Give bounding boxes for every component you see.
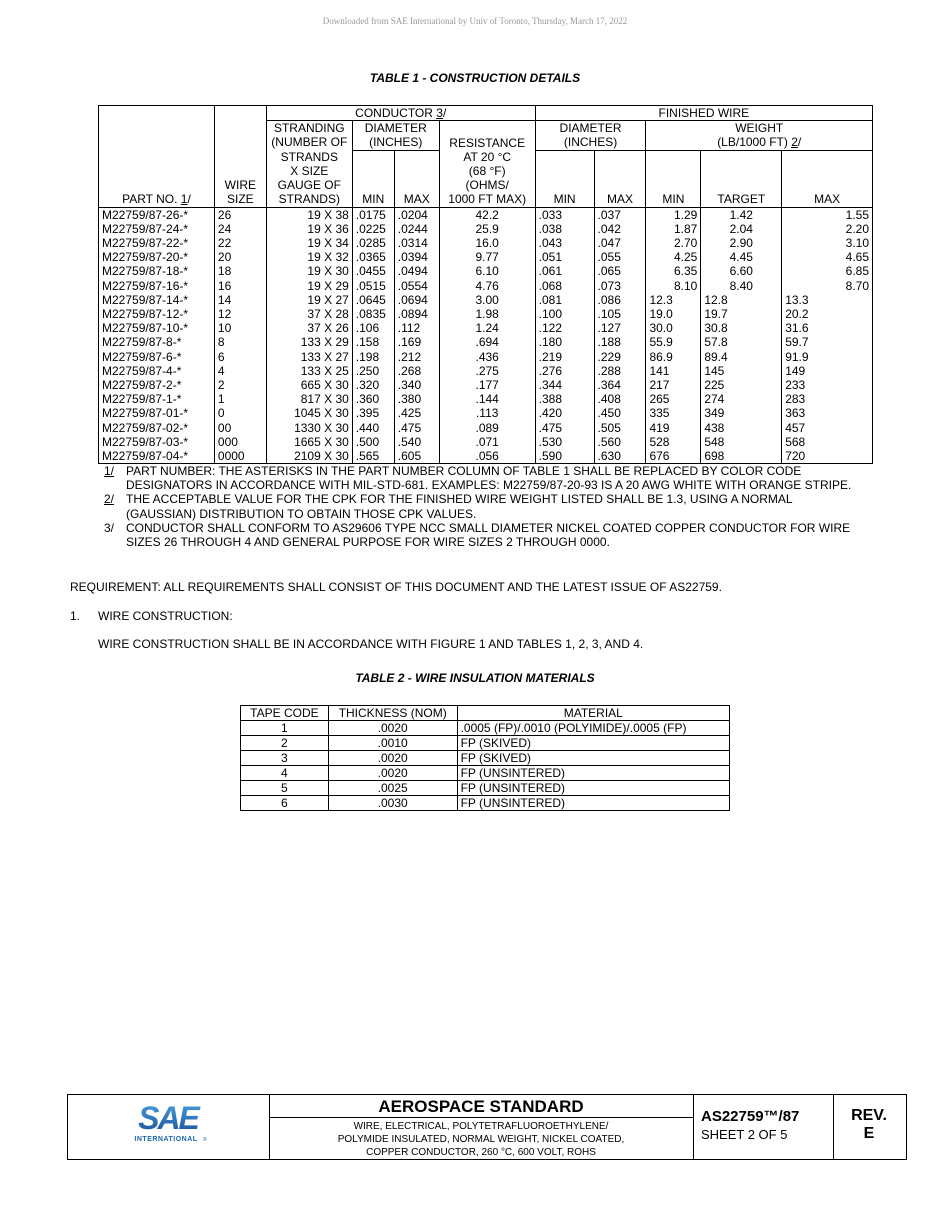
header-cond-max: MAX <box>394 150 439 207</box>
table-cell: 438 <box>701 421 782 435</box>
table-cell: M22759/87-12-* <box>99 307 215 321</box>
table-cell: M22759/87-20-* <box>99 250 215 264</box>
header-thickness: THICKNESS (NOM) <box>328 706 457 721</box>
table-cell: .395 <box>352 406 394 420</box>
table-cell: 19 X 38 <box>266 207 352 222</box>
header-resistance: RESISTANCE AT 20 °C (68 °F) (OHMS/ 1000 FT MAX) <box>439 121 535 207</box>
table-cell: M22759/87-01-* <box>99 406 215 420</box>
table-cell: 22 <box>214 236 266 250</box>
table-row <box>99 449 873 464</box>
table-row <box>99 207 873 222</box>
table-cell: 12 <box>214 307 266 321</box>
table-cell: 19.7 <box>701 307 782 321</box>
table-cell: 19 X 29 <box>266 279 352 293</box>
header-weight-min: MIN <box>646 150 701 207</box>
table-cell: .425 <box>394 406 439 420</box>
table-row <box>99 378 873 392</box>
table-cell: 1.29 <box>646 207 701 222</box>
table-cell: 419 <box>646 421 701 435</box>
table-row <box>99 236 873 250</box>
table-cell: .694 <box>439 335 535 349</box>
table-cell: .177 <box>439 378 535 392</box>
table-cell: M22759/87-8-* <box>99 335 215 349</box>
table-cell: 283 <box>782 392 873 406</box>
table-cell: 8.10 <box>646 279 701 293</box>
standard-title: AEROSPACE STANDARD <box>269 1095 693 1118</box>
table-cell: .158 <box>352 335 394 349</box>
table-cell: 16.0 <box>439 236 535 250</box>
table-cell: 19 X 36 <box>266 222 352 236</box>
table-cell: 145 <box>701 364 782 378</box>
requirement-text: REQUIREMENT: ALL REQUIREMENTS SHALL CONSIST OF THIS DOCUMENT AND THE LATEST ISSUE OF AS22759. <box>70 580 722 594</box>
table-cell: .500 <box>352 435 394 449</box>
table-cell: .408 <box>594 392 646 406</box>
standard-subtitle <box>269 1118 693 1159</box>
header-finished-wire: FINISHED WIRE <box>535 106 872 121</box>
table-cell: 19.0 <box>646 307 701 321</box>
table-cell: 19 X 27 <box>266 293 352 307</box>
table-cell: 91.9 <box>782 350 873 364</box>
table-cell: .0515 <box>352 279 394 293</box>
table-cell: M22759/87-2-* <box>99 378 215 392</box>
table-cell: 217 <box>646 378 701 392</box>
section-1-number: 1. <box>70 609 81 623</box>
table-cell: 86.9 <box>646 350 701 364</box>
table-cell: .047 <box>594 236 646 250</box>
table-cell: M22759/87-10-* <box>99 321 215 335</box>
table-cell: .565 <box>352 449 394 464</box>
table-cell: 2 <box>241 736 329 751</box>
note-2-text: THE ACCEPTABLE VALUE FOR THE CPK FOR THE FINISHED WIRE WEIGHT LISTED SHALL BE 1.3, USING A NORMAL (GAUSSIAN) DISTRIBUTION TO OBTAIN THOSE CPK VALUES. <box>126 492 793 521</box>
table-cell: 1.42 <box>701 207 782 222</box>
table-cell: 00 <box>214 421 266 435</box>
table-cell: .450 <box>594 406 646 420</box>
table-cell: .0020 <box>328 766 457 781</box>
construction-details-table <box>98 105 873 464</box>
table-cell: 817 X 30 <box>266 392 352 406</box>
table-cell: .144 <box>439 392 535 406</box>
table-cell: M22759/87-04-* <box>99 449 215 464</box>
table-row <box>99 392 873 406</box>
table-cell: FP (SKIVED) <box>457 736 729 751</box>
table-cell: .100 <box>535 307 594 321</box>
note-2 <box>104 492 864 520</box>
table-cell: .590 <box>535 449 594 464</box>
title-block <box>67 1094 907 1160</box>
table-cell: 1 <box>214 392 266 406</box>
table-cell: .198 <box>352 350 394 364</box>
table-cell: 363 <box>782 406 873 420</box>
table-cell: .073 <box>594 279 646 293</box>
table-cell: 349 <box>701 406 782 420</box>
table-cell: M22759/87-18-* <box>99 264 215 278</box>
table-cell: 4.45 <box>701 250 782 264</box>
table-cell: .0645 <box>352 293 394 307</box>
table-cell: M22759/87-02-* <box>99 421 215 435</box>
table1-notes <box>104 464 864 549</box>
table-cell: M22759/87-4-* <box>99 364 215 378</box>
table-cell: 12.3 <box>646 293 701 307</box>
table-row <box>99 307 873 321</box>
table-cell: 1045 X 30 <box>266 406 352 420</box>
header-wire-size: WIRE SIZE <box>214 106 266 208</box>
table-cell: 568 <box>782 435 873 449</box>
table-cell: 8 <box>214 335 266 349</box>
table-cell: 4 <box>241 766 329 781</box>
table-cell: .068 <box>535 279 594 293</box>
header-conductor: CONDUCTOR 3/ <box>266 106 535 121</box>
table-cell: 19 X 34 <box>266 236 352 250</box>
table-cell: 528 <box>646 435 701 449</box>
table-cell: FP (SKIVED) <box>457 751 729 766</box>
table-cell: 141 <box>646 364 701 378</box>
table-cell: .0285 <box>352 236 394 250</box>
table1-title: TABLE 1 - CONSTRUCTION DETAILS <box>369 71 581 85</box>
table-cell: .037 <box>594 207 646 222</box>
table-cell: .127 <box>594 321 646 335</box>
table-cell: 2.04 <box>701 222 782 236</box>
table-cell: .320 <box>352 378 394 392</box>
table-cell: 37 X 28 <box>266 307 352 321</box>
table-cell: 1.87 <box>646 222 701 236</box>
table-cell: 3 <box>241 751 329 766</box>
table-cell: 30.8 <box>701 321 782 335</box>
header-conductor-diameter: DIAMETER (INCHES) <box>352 121 439 150</box>
header-part-no: PART NO. 1/ <box>99 106 215 208</box>
table-row <box>99 435 873 449</box>
table-cell: .188 <box>594 335 646 349</box>
table-cell: 548 <box>701 435 782 449</box>
subtitle-line-3: COPPER CONDUCTOR, 260 °C, 600 VOLT, ROHS <box>366 1147 596 1158</box>
table-cell: .0020 <box>328 721 457 736</box>
table-cell: .089 <box>439 421 535 435</box>
table-cell: 1.98 <box>439 307 535 321</box>
table-row <box>99 421 873 435</box>
table-cell: 274 <box>701 392 782 406</box>
table-cell: 5 <box>241 781 329 796</box>
table-cell: .042 <box>594 222 646 236</box>
logo-sub: INTERNATIONAL <box>134 1136 198 1143</box>
table-cell: 1665 X 30 <box>266 435 352 449</box>
table-cell: .268 <box>394 364 439 378</box>
table-cell: .043 <box>535 236 594 250</box>
table-cell: .505 <box>594 421 646 435</box>
table-cell: FP (UNSINTERED) <box>457 796 729 811</box>
subtitle-line-1: WIRE, ELECTRICAL, POLYTETRAFLUOROETHYLENE/ <box>353 1121 609 1132</box>
table-row <box>99 222 873 236</box>
header-stranding: STRANDING (NUMBER OF STRANDS X SIZE GAUGE OF STRANDS) <box>266 121 352 207</box>
logo-text: SAE <box>138 1100 198 1136</box>
construction-details-body <box>99 207 873 464</box>
table-cell: .0554 <box>394 279 439 293</box>
table-cell: 457 <box>782 421 873 435</box>
table-cell: 2.20 <box>782 222 873 236</box>
note-1-number: 1/ <box>104 464 115 478</box>
header-weight-max: MAX <box>782 150 873 207</box>
table-row <box>241 781 730 796</box>
header-finished-diameter: DIAMETER (INCHES) <box>535 121 646 150</box>
table-cell: .0005 (FP)/.0010 (POLYIMIDE)/.0005 (FP) <box>457 721 729 736</box>
table-cell: 57.8 <box>701 335 782 349</box>
section-1-text: WIRE CONSTRUCTION SHALL BE IN ACCORDANCE WITH FIGURE 1 AND TABLES 1, 2, 3, AND 4. <box>98 637 644 651</box>
logo-reg: ® <box>203 1137 207 1143</box>
table-cell: 31.6 <box>782 321 873 335</box>
table-row <box>241 766 730 781</box>
table-cell: 12.8 <box>701 293 782 307</box>
table-cell: .475 <box>394 421 439 435</box>
table-row <box>99 364 873 378</box>
table-cell: 2 <box>214 378 266 392</box>
table-cell: 24 <box>214 222 266 236</box>
table-cell: 19 X 32 <box>266 250 352 264</box>
sheet-number: SHEET 2 OF 5 <box>701 1127 788 1142</box>
table-cell: 55.9 <box>646 335 701 349</box>
table-cell: 25.9 <box>439 222 535 236</box>
table-cell: .605 <box>394 449 439 464</box>
table-cell: .0204 <box>394 207 439 222</box>
table-cell: .219 <box>535 350 594 364</box>
table-cell: 2109 X 30 <box>266 449 352 464</box>
table-cell: .0314 <box>394 236 439 250</box>
table-cell: FP (UNSINTERED) <box>457 781 729 796</box>
table-cell: 30.0 <box>646 321 701 335</box>
note-2-number: 2/ <box>104 492 115 507</box>
table-cell: .380 <box>394 392 439 406</box>
table-cell: .061 <box>535 264 594 278</box>
table-cell: .0835 <box>352 307 394 321</box>
table-cell: .180 <box>535 335 594 349</box>
table-row <box>241 721 730 736</box>
table-cell: 1330 X 30 <box>266 421 352 435</box>
table-cell: .388 <box>535 392 594 406</box>
table-cell: .038 <box>535 222 594 236</box>
table-cell: 6.10 <box>439 264 535 278</box>
rev-label: REV. <box>851 1107 887 1124</box>
table-cell: M22759/87-6-* <box>99 350 215 364</box>
header-tape-code: TAPE CODE <box>241 706 329 721</box>
table-cell: .071 <box>439 435 535 449</box>
table-cell: .440 <box>352 421 394 435</box>
table-cell: 8.40 <box>701 279 782 293</box>
table-cell: .630 <box>594 449 646 464</box>
table-cell: .560 <box>594 435 646 449</box>
table-cell: .340 <box>394 378 439 392</box>
table-cell: 3.00 <box>439 293 535 307</box>
subtitle-line-2: POLYMIDE INSULATED, NORMAL WEIGHT, NICKEL COATED, <box>337 1134 625 1145</box>
table-cell: .105 <box>594 307 646 321</box>
table-cell: 6.85 <box>782 264 873 278</box>
table-cell: 225 <box>701 378 782 392</box>
section-1-heading: WIRE CONSTRUCTION: <box>98 609 233 623</box>
table-cell: 676 <box>646 449 701 464</box>
table-cell: 720 <box>782 449 873 464</box>
table-cell: .229 <box>594 350 646 364</box>
table-cell: 133 X 29 <box>266 335 352 349</box>
insulation-materials-body <box>241 721 730 811</box>
table-cell: 13.3 <box>782 293 873 307</box>
table-cell: .112 <box>394 321 439 335</box>
table-cell: .0694 <box>394 293 439 307</box>
table-cell: .0494 <box>394 264 439 278</box>
table-cell: .275 <box>439 364 535 378</box>
table-cell: 265 <box>646 392 701 406</box>
table-cell: 2.90 <box>701 236 782 250</box>
table-cell: 133 X 27 <box>266 350 352 364</box>
header-fin-max: MAX <box>594 150 646 207</box>
table-cell: 9.77 <box>439 250 535 264</box>
table-cell: 2.70 <box>646 236 701 250</box>
table-cell: .0225 <box>352 222 394 236</box>
table-cell: .0365 <box>352 250 394 264</box>
table-cell: .0010 <box>328 736 457 751</box>
table-row <box>241 796 730 811</box>
table-cell: M22759/87-03-* <box>99 435 215 449</box>
table-cell: 18 <box>214 264 266 278</box>
note-3 <box>104 521 864 549</box>
table-cell: .212 <box>394 350 439 364</box>
rev-value: E <box>863 1125 875 1142</box>
table-cell: .0894 <box>394 307 439 321</box>
table-cell: M22759/87-24-* <box>99 222 215 236</box>
table-cell: 3.10 <box>782 236 873 250</box>
table-cell: 149 <box>782 364 873 378</box>
table-row <box>99 335 873 349</box>
table-cell: .288 <box>594 364 646 378</box>
table-cell: 4 <box>214 364 266 378</box>
insulation-materials-table <box>240 705 730 811</box>
table-cell: 4.25 <box>646 250 701 264</box>
table-cell: 20 <box>214 250 266 264</box>
table-cell: 6 <box>241 796 329 811</box>
table-cell: .113 <box>439 406 535 420</box>
table-cell: .051 <box>535 250 594 264</box>
table-cell: .081 <box>535 293 594 307</box>
table-cell: M22759/87-1-* <box>99 392 215 406</box>
table-cell: 133 X 25 <box>266 364 352 378</box>
table-cell: .364 <box>594 378 646 392</box>
table-cell: M22759/87-26-* <box>99 207 215 222</box>
table-cell: .0394 <box>394 250 439 264</box>
table-cell: .0244 <box>394 222 439 236</box>
table-cell: .344 <box>535 378 594 392</box>
header-weight-target: TARGET <box>701 150 782 207</box>
header-weight: WEIGHT (LB/1000 FT) 2/ <box>646 121 873 150</box>
table-cell: .055 <box>594 250 646 264</box>
table-row <box>99 250 873 264</box>
table-cell: .065 <box>594 264 646 278</box>
table-row <box>99 406 873 420</box>
table-cell: 698 <box>701 449 782 464</box>
doc-number-cell <box>693 1095 834 1159</box>
table-cell: .0020 <box>328 751 457 766</box>
table-cell: 6 <box>214 350 266 364</box>
table-row <box>99 293 873 307</box>
table-cell: 4.65 <box>782 250 873 264</box>
table-cell: .106 <box>352 321 394 335</box>
table-cell: 1 <box>241 721 329 736</box>
table-cell: 89.4 <box>701 350 782 364</box>
download-notice: Downloaded from SAE International by Univ of Toronto, Thursday, March 17, 2022 <box>322 16 628 26</box>
table-cell: 19 X 30 <box>266 264 352 278</box>
table-cell: .056 <box>439 449 535 464</box>
table-cell: M22759/87-22-* <box>99 236 215 250</box>
note-1 <box>104 464 864 492</box>
table-cell: .420 <box>535 406 594 420</box>
table-cell: .033 <box>535 207 594 222</box>
note-3-number: 3/ <box>104 520 115 535</box>
table-cell: .276 <box>535 364 594 378</box>
table-cell: 0000 <box>214 449 266 464</box>
table-cell: .540 <box>394 435 439 449</box>
table-cell: 8.70 <box>782 279 873 293</box>
table-cell: .0455 <box>352 264 394 278</box>
table-cell: 233 <box>782 378 873 392</box>
doc-number: AS22759™/87 <box>701 1108 800 1125</box>
table-row <box>99 321 873 335</box>
header-cond-min: MIN <box>352 150 394 207</box>
table-cell: M22759/87-14-* <box>99 293 215 307</box>
sae-logo <box>68 1095 270 1159</box>
table-cell: .0175 <box>352 207 394 222</box>
table-cell: .475 <box>535 421 594 435</box>
table2-title: TABLE 2 - WIRE INSULATION MATERIALS <box>355 671 595 685</box>
table-cell: FP (UNSINTERED) <box>457 766 729 781</box>
table-cell: 335 <box>646 406 701 420</box>
table-cell: .0030 <box>328 796 457 811</box>
table-cell: 1.55 <box>782 207 873 222</box>
table-cell: 26 <box>214 207 266 222</box>
table-cell: 000 <box>214 435 266 449</box>
table-cell: 6.35 <box>646 264 701 278</box>
note-3-text: CONDUCTOR SHALL CONFORM TO AS29606 TYPE NCC SMALL DIAMETER NICKEL COATED COPPER CONDUCTOR FOR WIRE SIZES 26 THROUGH 4 AND GENERAL PURPOSE FOR WIRE SIZES 2 THROUGH 0000. <box>126 520 851 550</box>
title-cell <box>269 1095 694 1159</box>
table-row <box>99 350 873 364</box>
table-cell: .250 <box>352 364 394 378</box>
table-cell: 665 X 30 <box>266 378 352 392</box>
table-cell: .169 <box>394 335 439 349</box>
header-fin-min: MIN <box>535 150 594 207</box>
table-cell: 4.76 <box>439 279 535 293</box>
sae-logo-mark <box>68 1095 269 1159</box>
table-row <box>241 751 730 766</box>
table-row <box>241 736 730 751</box>
table-cell: 37 X 26 <box>266 321 352 335</box>
table-cell: 6.60 <box>701 264 782 278</box>
table-cell: 16 <box>214 279 266 293</box>
table-cell: M22759/87-16-* <box>99 279 215 293</box>
table-cell: .360 <box>352 392 394 406</box>
table-cell: .436 <box>439 350 535 364</box>
table-row <box>99 279 873 293</box>
table-cell: .122 <box>535 321 594 335</box>
table-cell: .530 <box>535 435 594 449</box>
table-cell: 42.2 <box>439 207 535 222</box>
note-1-text: PART NUMBER: THE ASTERISKS IN THE PART NUMBER COLUMN OF TABLE 1 SHALL BE REPLACED BY COLOR CODE DESIGNATORS IN ACCORDANCE WITH MIL-STD-681. EXAMPLES: M22759/87-20-93 IS A 20 AWG WHITE WITH ORANGE STRIPE. <box>126 464 852 493</box>
table-cell: 1.24 <box>439 321 535 335</box>
table-cell: 0 <box>214 406 266 420</box>
table-cell: 14 <box>214 293 266 307</box>
table-cell: 59.7 <box>782 335 873 349</box>
table-cell: 20.2 <box>782 307 873 321</box>
table-cell: .0025 <box>328 781 457 796</box>
revision-cell <box>833 1095 905 1159</box>
header-material: MATERIAL <box>457 706 729 721</box>
table-cell: .086 <box>594 293 646 307</box>
table-row <box>99 264 873 278</box>
table-cell: 10 <box>214 321 266 335</box>
